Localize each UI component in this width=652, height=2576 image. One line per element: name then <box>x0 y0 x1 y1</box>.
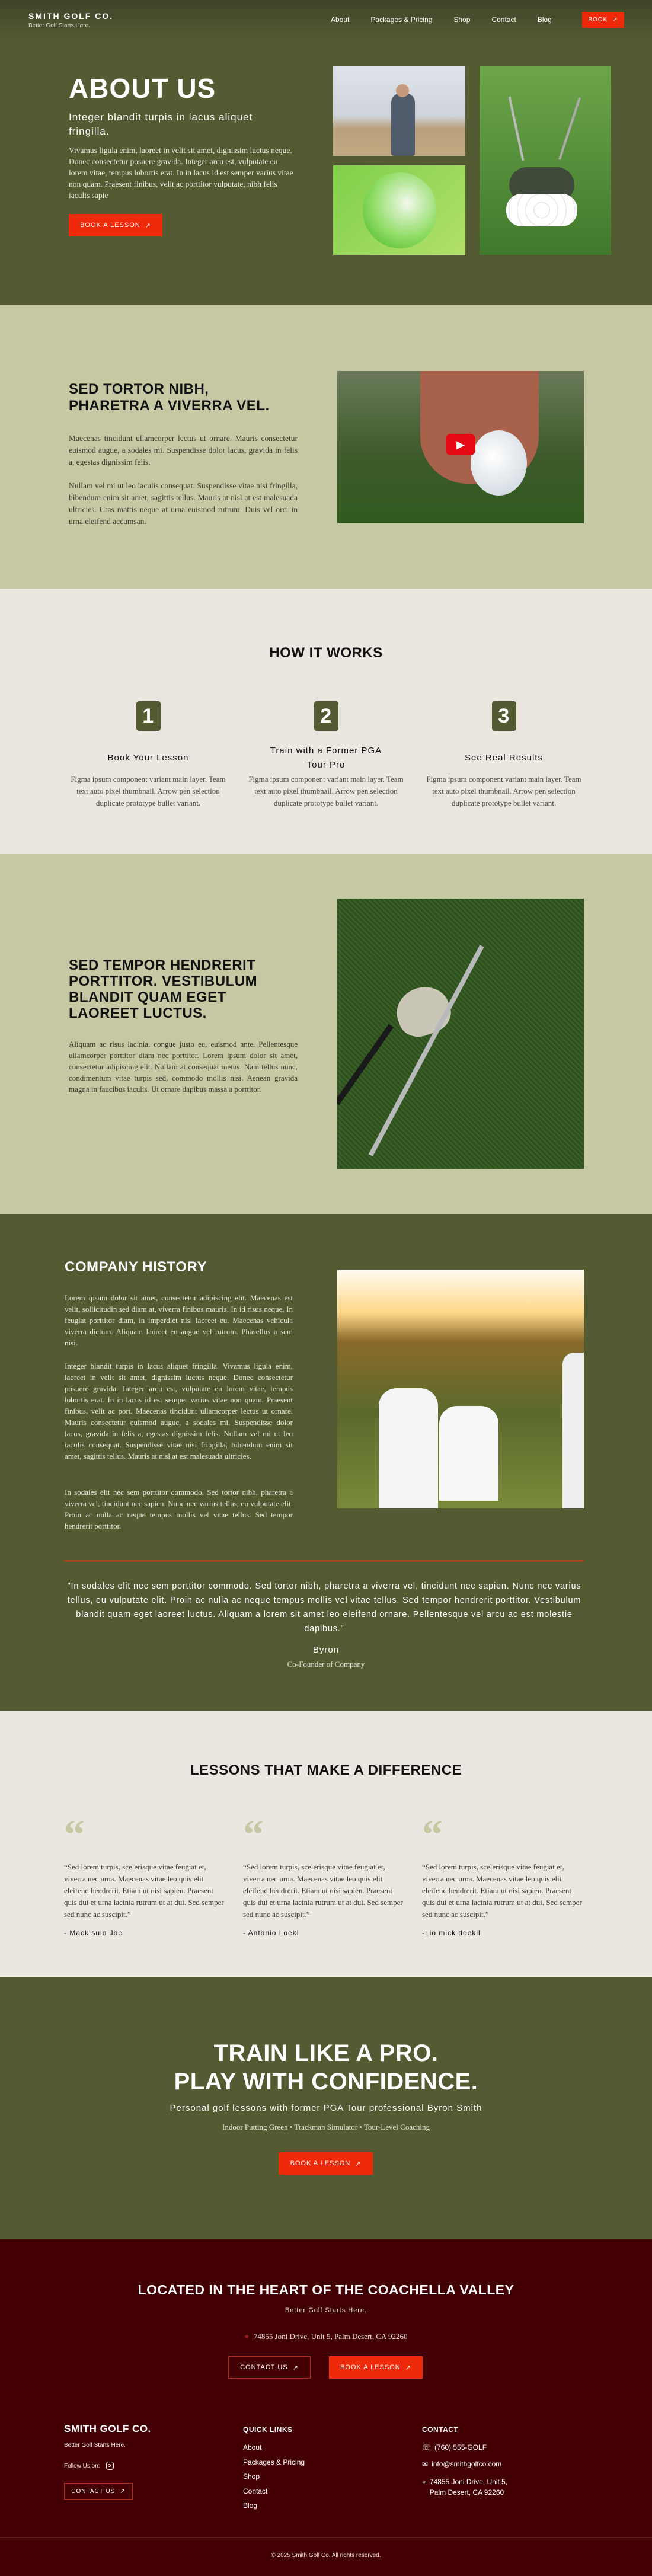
testimonial-author: - Mack suio Joe <box>64 1929 123 1937</box>
arrow-up-right-icon: ↗ <box>355 2160 362 2168</box>
steps <box>59 701 593 809</box>
company-history-section <box>0 1214 652 1711</box>
arrow-up-right-icon: ↗ <box>612 17 618 23</box>
founder-quote: "In sodales elit nec sem porttitor commodo. Sed tortor nibh, pharetra a viverra vel, tincidunt nec sapien. Nunc nec varius tellus, eu vulputate elit. Proin ac nulla ac neque tempus mollis vel vitae tellus. Sed tempor hendrerit porttitor. Vestibulum blandit quam eget laoreet luctus. Aliquam a lorem sit amet leo eleifend ornare. Pellentesque vel arcu ac est molestie dapibus." <box>67 1581 581 1634</box>
how-it-works-title: HOW IT WORKS <box>269 645 383 661</box>
step-2 <box>237 701 415 809</box>
nav-shop[interactable]: Shop <box>453 15 471 24</box>
contact-us-label: CONTACT US <box>240 2364 288 2371</box>
book-lesson-label: BOOK A LESSON <box>80 222 140 229</box>
nav-book-button[interactable] <box>582 12 624 28</box>
cta-title <box>0 2039 652 2096</box>
testimonials-section <box>0 1711 652 1977</box>
nav-about[interactable]: About <box>331 15 350 24</box>
step-1 <box>59 701 237 809</box>
feature-title: SED TEMPOR HENDRERIT PORTTITOR. VESTIBULUM BLANDIT QUAM EGET LAOREET LUCTUS. <box>69 957 258 1021</box>
contact-title: CONTACT <box>422 2425 459 2434</box>
follow-row <box>64 2462 151 2470</box>
video-section-p1: Maecenas tincidunt ullamcorper lectus ut ornare. Mauris consectetur euismod augue, a sodales mi. Suspendisse dolor lacus, gravida in felis a, egestas dignissim felis. <box>69 434 298 466</box>
contact-phone: (760) 555-GOLF <box>434 2443 487 2452</box>
quote-mark-icon: “ <box>422 1812 443 1858</box>
cta-features: Indoor Putting Green • Trackman Simulator • Tour-Level Coaching <box>222 2123 430 2131</box>
footer-link-contact[interactable]: Contact <box>243 2486 268 2495</box>
contact-email-row[interactable] <box>422 2460 507 2476</box>
clubs-and-balls-image <box>480 66 611 255</box>
footer-brand-name[interactable]: SMITH GOLF CO. <box>64 2423 151 2434</box>
cta-subtitle: Personal golf lessons with former PGA Tour professional Byron Smith <box>170 2103 482 2113</box>
footer-link-shop[interactable]: Shop <box>243 2472 260 2481</box>
testimonial-card <box>243 1812 403 1937</box>
footer-contact-label: CONTACT US <box>71 2488 116 2495</box>
step-number-badge: 3 <box>492 701 516 731</box>
cta-book-lesson-label: BOOK A LESSON <box>290 2160 351 2167</box>
testimonial-author: - Antonio Loeki <box>243 1929 299 1937</box>
contact-phone-row[interactable] <box>422 2443 507 2460</box>
cta-section <box>0 1977 652 2239</box>
step-number-badge: 1 <box>136 701 161 731</box>
location-address: 74855 Joni Drive, Unit 5, Palm Desert, CA 92260 <box>253 2332 408 2341</box>
quote-author-role: Co-Founder of Company <box>287 1660 365 1669</box>
video-section-title: SED TORTOR NIBH, PHARETRA A VIVERRA VEL. <box>69 381 270 414</box>
golfers-sunset-image <box>337 1270 584 1508</box>
footer-brand-tagline: Better Golf Starts Here. <box>64 2442 126 2449</box>
golf-ball-image <box>333 165 465 255</box>
arrow-up-right-icon: ↗ <box>405 2364 411 2372</box>
footer-book-lesson-button[interactable] <box>329 2356 423 2379</box>
page-title: ABOUT US <box>69 73 216 104</box>
step-number-badge: 2 <box>314 701 338 731</box>
footer <box>0 2239 652 2576</box>
history-title: COMPANY HISTORY <box>65 1259 207 1275</box>
contact-address-line-1: 74855 Joni Drive, Unit 5, <box>429 2478 508 2486</box>
contact-address-row <box>422 2476 507 2498</box>
nav-book-label: BOOK <box>588 17 608 23</box>
footer-link-packages[interactable]: Packages & Pricing <box>243 2457 305 2466</box>
mail-icon: ✉ <box>422 2460 429 2468</box>
video-section <box>0 305 652 589</box>
step-title: Train with a Former PGA Tour Pro <box>270 746 382 770</box>
history-p3: In sodales elit nec sem porttitor commodo. Sed tortor nibh, pharetra a viverra vel, tincidunt nec sapien. Nunc nec varius tellus, eu vulputate elit. Proin ac nulla ac neque tempus mollis vel vitae tellus. Sed tempor hendrerit porttitor. <box>65 1488 293 1530</box>
video-player[interactable] <box>337 371 584 523</box>
book-lesson-button[interactable] <box>69 214 162 236</box>
step-title: Book Your Lesson <box>107 753 189 763</box>
testimonial-text: “Sed lorem turpis, scelerisque vitae feugiat et, viverra nec urna. Maecenas vitae leo quis elit eleifend hendrerit. Etiam ut nisi sapien. Praesent quis dui et urna lacinia rutrum ut at dui. Sed semper sed nunc ac suscipit.” <box>64 1862 224 1919</box>
step-title: See Real Results <box>465 753 543 763</box>
feature-section <box>0 854 652 1214</box>
footer-link-blog[interactable]: Blog <box>243 2501 258 2510</box>
footer-book-lesson-label: BOOK A LESSON <box>340 2364 401 2371</box>
arrow-up-right-icon: ↗ <box>145 222 151 229</box>
contact-us-button[interactable] <box>228 2356 311 2379</box>
location-subtitle: Better Golf Starts Here. <box>285 2307 367 2314</box>
golf-clubs-on-grass-image <box>337 899 584 1169</box>
testimonial-card <box>422 1812 582 1937</box>
contact-column <box>422 2425 507 2498</box>
cta-book-lesson-button[interactable] <box>279 2152 373 2175</box>
video-section-p2: Nullam vel mi ut leo iaculis consequat. Suspendisse vitae nisi fringilla, bibendum enim sit amet, sagittis tellus. Mauris at nisl at est malesuada ultricies. Cras mattis neque at urna euismod rutrum. Duis vel orci in urna eleifend accumsan. <box>69 481 298 526</box>
arrow-up-right-icon: ↗ <box>120 2488 126 2495</box>
testimonial-text: “Sed lorem turpis, scelerisque vitae feugiat et, viverra nec urna. Maecenas vitae leo quis elit eleifend hendrerit. Etiam ut nisi sapien. Praesent quis dui et urna lacinia rutrum ut at dui. Sed semper sed nunc ac suscipit.” <box>422 1862 582 1919</box>
testimonial-card <box>64 1812 224 1937</box>
history-p2: Integer blandit turpis in lacus aliquet fringilla. Vivamus ligula enim, laoreet in velit sit amet, dignissim luctus neque. Donec consectetur posuere gravida. Integer arcu est, vulputate eu lorem vitae, tempus lobortis erat. In in lacus id est semper varius vitae non quam. Praesent finibus, velit ac port. Maecenas tincidunt ullamcorper lectus ut ornare. Mauris consectetur euismod augue, a sodales mi. Suspendisse dolor lacus, gravida in felis a, egestas dignissim felis. Nullam vel mi ut leo iaculis consequat. Suspendisse vitae nisi fringilla, bibendum enim sit amet, sagittis tellus. Mauris at nisl at est malesuada ultricies. <box>65 1361 293 1460</box>
quote-divider <box>65 1560 584 1562</box>
map-pin-icon: ⌖ <box>422 2478 426 2486</box>
testimonials-title: LESSONS THAT MAKE A DIFFERENCE <box>190 1762 462 1778</box>
brand-tagline: Better Golf Starts Here. <box>28 23 90 29</box>
golfer-swing-image <box>333 66 465 156</box>
phone-icon: ☏ <box>422 2443 432 2452</box>
quick-links-title: QUICK LINKS <box>243 2425 293 2434</box>
footer-divider <box>0 2537 652 2538</box>
main-nav <box>331 15 552 24</box>
history-p1: Lorem ipsum dolor sit amet, consectetur adipiscing elit. Maecenas est velit, sollicitudin sed diam at, viverra finibus mauris. In id risus neque. In feugiat porttitor diam, in imperdiet nisl laoreet eu. Maecenas vehicula viverra dictum. Aliquam laoreet eu augue vel rutrum. Phasellus a sem nisi. <box>65 1293 293 1347</box>
follow-label: Follow Us on: <box>64 2462 100 2469</box>
instagram-icon[interactable] <box>106 2462 114 2470</box>
step-text: Figma ipsum component variant main layer. Team text auto pixel thumbnail. Arrow pen selection duplicate prototype bullet variant. <box>248 775 404 807</box>
quote-mark-icon: “ <box>243 1812 264 1858</box>
step-3 <box>415 701 593 809</box>
quote-mark-icon: “ <box>64 1812 85 1858</box>
nav-packages[interactable]: Packages & Pricing <box>370 15 433 24</box>
cta-title-line-1: TRAIN LIKE A PRO. <box>213 2040 439 2066</box>
testimonial-list <box>64 1812 582 1937</box>
nav-contact[interactable]: Contact <box>491 15 516 24</box>
location-title: LOCATED IN THE HEART OF THE COACHELLA VALLEY <box>138 2282 514 2297</box>
how-it-works-section <box>0 589 652 854</box>
play-icon[interactable]: ▶ <box>446 434 475 455</box>
location-address-row <box>0 2332 652 2341</box>
contact-address-line-2: Palm Desert, CA 92260 <box>429 2488 504 2497</box>
testimonial-author: -Lio mick doekil <box>422 1929 481 1937</box>
step-text: Figma ipsum component variant main layer. Team text auto pixel thumbnail. Arrow pen selection duplicate prototype bullet variant. <box>426 775 581 807</box>
hero-subtitle: Integer blandit turpis in lacus aliquet fringilla. <box>69 111 253 137</box>
nav-blog[interactable]: Blog <box>537 15 552 24</box>
quote-author: Byron <box>312 1645 340 1655</box>
footer-brand-column <box>64 2423 151 2500</box>
feature-body: Aliquam ac risus lacinia, congue justo eu, euismod ante. Pellentesque ullamcorper porttitor diam nec porttitor. Lorem ipsum dolor sit amet, consectetur adipiscing elit. Nullam at consequat metus. Nam tellus nunc, condimentum vitae turpis sed, commodo mollis nisi. Aenean gravida magna in faucibus iaculis. Ut ornare dapibus massa a porttitor. <box>69 1040 298 1094</box>
cta-title-line-2: PLAY WITH CONFIDENCE. <box>174 2069 478 2095</box>
hero-body: Vivamus ligula enim, laoreet in velit sit amet, dignissim luctus neque. Donec consectetur posuere gravida. Integer arcu est, vulputate eu lorem vitae, tempus lobortis erat. In in lacus id est semper varius vitae non quam. Praesent finibus, velit ac porttitor vulputate, nibh felis iaculis sapie <box>69 146 293 200</box>
footer-link-about[interactable]: About <box>243 2443 262 2452</box>
quick-links-column <box>243 2425 305 2516</box>
testimonial-text: “Sed lorem turpis, scelerisque vitae feugiat et, viverra nec urna. Maecenas vitae leo quis elit eleifend hendrerit. Etiam ut nisi sapien. Praesent quis dui et urna lacinia rutrum ut at dui. Sed semper sed nunc ac suscipit.” <box>243 1862 403 1919</box>
contact-email: info@smithgolfco.com <box>432 2460 502 2468</box>
hero-section <box>0 0 652 305</box>
brand-name[interactable]: SMITH GOLF CO. <box>28 11 114 21</box>
footer-contact-button[interactable] <box>64 2483 133 2500</box>
arrow-up-right-icon: ↗ <box>292 2364 299 2372</box>
step-text: Figma ipsum component variant main layer. Team text auto pixel thumbnail. Arrow pen selection duplicate prototype bullet variant. <box>71 775 226 807</box>
copyright: © 2025 Smith Golf Co. All rights reserved. <box>271 2552 381 2559</box>
map-pin-icon: ⌖ <box>244 2332 249 2341</box>
